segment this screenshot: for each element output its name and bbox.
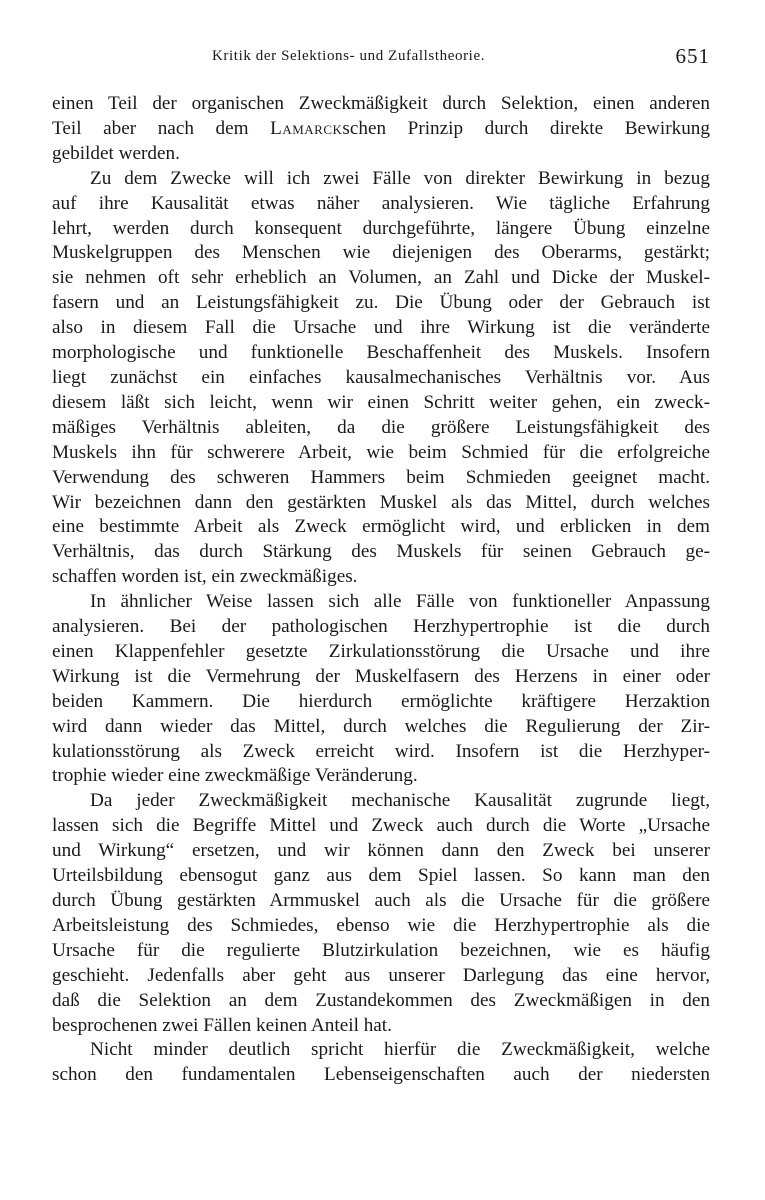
text-line: Verhältnis, das durch Stärkung des Muskels für seinen Gebrauch ge- [52, 541, 710, 563]
text-line: Wir bezeichnen dann den gestärkten Muskel als das Mittel, durch welches [52, 491, 710, 513]
paragraph [52, 1038, 710, 1088]
text-line: fasern und an Leistungsfähigkeit zu. Die Übung oder der Gebrauch ist [52, 292, 710, 314]
text-line: Urteilsbildung ebensogut ganz aus dem Spiel lassen. So kann man den [52, 865, 710, 887]
text-line: Arbeitsleistung des Schmiedes, ebenso wie die Herzhypertrophie als die [52, 914, 710, 936]
text-line: durch Übung gestärkten Armmuskel auch als die Ursache für die größere [52, 890, 710, 911]
paragraph [52, 92, 710, 167]
paragraph [52, 789, 710, 1038]
text-line: trophie wieder eine zweckmäßige Veränderung. [52, 765, 418, 787]
text-line: kulationsstörung als Zweck erreicht wird. Insofern ist die Herzhyper- [52, 740, 710, 762]
author-name-smallcaps: Lamarck [270, 117, 343, 139]
text-line: lehrt, werden durch konsequent durchgeführte, längere Übung einzelne [52, 217, 710, 239]
text-line: analysieren. Bei der pathologischen Herzhypertrophie ist die durch [52, 616, 710, 638]
text-line: schon den fundamentalen Lebenseigenschaften auch der niedersten [52, 1064, 710, 1086]
text-line: Wirkung ist die Vermehrung der Muskelfasern des Herzens in einer oder [52, 665, 710, 687]
text-line: einen Teil der organischen Zweckmäßigkeit durch Selektion, einen anderen [52, 93, 710, 114]
text-line: mäßiges Verhältnis ableiten, da die größere Leistungsfähigkeit des [52, 416, 710, 438]
text-line: Muskels ihn für schwerere Arbeit, wie beim Schmied für die erfolgreiche [52, 441, 710, 463]
text-line: Da jeder Zweckmäßigkeit mechanische Kausalität zugrunde liegt, [90, 790, 710, 812]
text-line: morphologische und funktionelle Beschaffenheit des Muskels. Insofern [52, 342, 710, 364]
text-line: diesem läßt sich leicht, wenn wir einen Schritt weiter gehen, ein zweck- [52, 391, 710, 413]
text-line: Teil aber nach dem Lamarckschen Prinzip durch direkte Bewirkung [52, 117, 710, 139]
text-line: und Wirkung“ ersetzen, und wir können dann den Zweck bei unserer [52, 840, 710, 862]
text-line: sie nehmen oft sehr erheblich an Volumen, an Zahl und Dicke der Muskel- [52, 267, 710, 289]
page-number: 651 [675, 44, 710, 68]
paragraph [52, 167, 710, 590]
text-line: Verwendung des schweren Hammers beim Schmieden geeignet macht. [52, 466, 710, 488]
text-line: gebildet werden. [52, 142, 180, 164]
text-line: daß die Selektion an dem Zustandekommen des Zweckmäßigen in den [52, 989, 710, 1011]
text-line: Ursache für die regulierte Blutzirkulation bezeichnen, wie es häufig [52, 939, 710, 961]
text-line: besprochenen zwei Fällen keinen Anteil hat. [52, 1014, 392, 1036]
text-line: beiden Kammern. Die hierdurch ermöglichte kräftigere Herzaktion [52, 690, 710, 712]
text-line: Zu dem Zwecke will ich zwei Fälle von direkter Bewirkung in bezug [90, 167, 710, 189]
text-line: also in diesem Fall die Ursache und ihre Wirkung ist die veränderte [52, 317, 710, 339]
text-line: eine bestimmte Arbeit als Zweck ermöglicht wird, und erblicken in dem [52, 516, 710, 538]
text-line: einen Klappenfehler gesetzte Zirkulationsstörung die Ursache und ihre [52, 640, 710, 662]
text-line: geschieht. Jedenfalls aber geht aus unserer Darlegung das eine hervor, [52, 964, 710, 986]
text-line: Muskelgruppen des Menschen wie diejenigen des Oberarms, gestärkt; [52, 242, 710, 264]
text-line: schaffen worden ist, ein zweckmäßiges. [52, 566, 358, 588]
text-line: auf ihre Kausalität etwas näher analysieren. Wie tägliche Erfahrung [52, 192, 710, 214]
body-text [52, 92, 710, 1088]
running-head [52, 44, 710, 74]
paragraph [52, 590, 710, 789]
text-line: In ähnlicher Weise lassen sich alle Fälle von funktioneller Anpassung [90, 591, 710, 613]
text-line: Nicht minder deutlich spricht hierfür die Zweckmäßigkeit, welche [90, 1039, 710, 1061]
text-line: lassen sich die Begriffe Mittel und Zweck auch durch die Worte „Ursache [52, 815, 710, 837]
running-title: Kritik der Selektions- und Zufallstheorie. [212, 48, 486, 64]
text-line: liegt zunächst ein einfaches kausalmechanisches Verhältnis vor. Aus [52, 366, 710, 388]
text-line: wird dann wieder das Mittel, durch welches die Regulierung der Zir- [52, 715, 710, 737]
